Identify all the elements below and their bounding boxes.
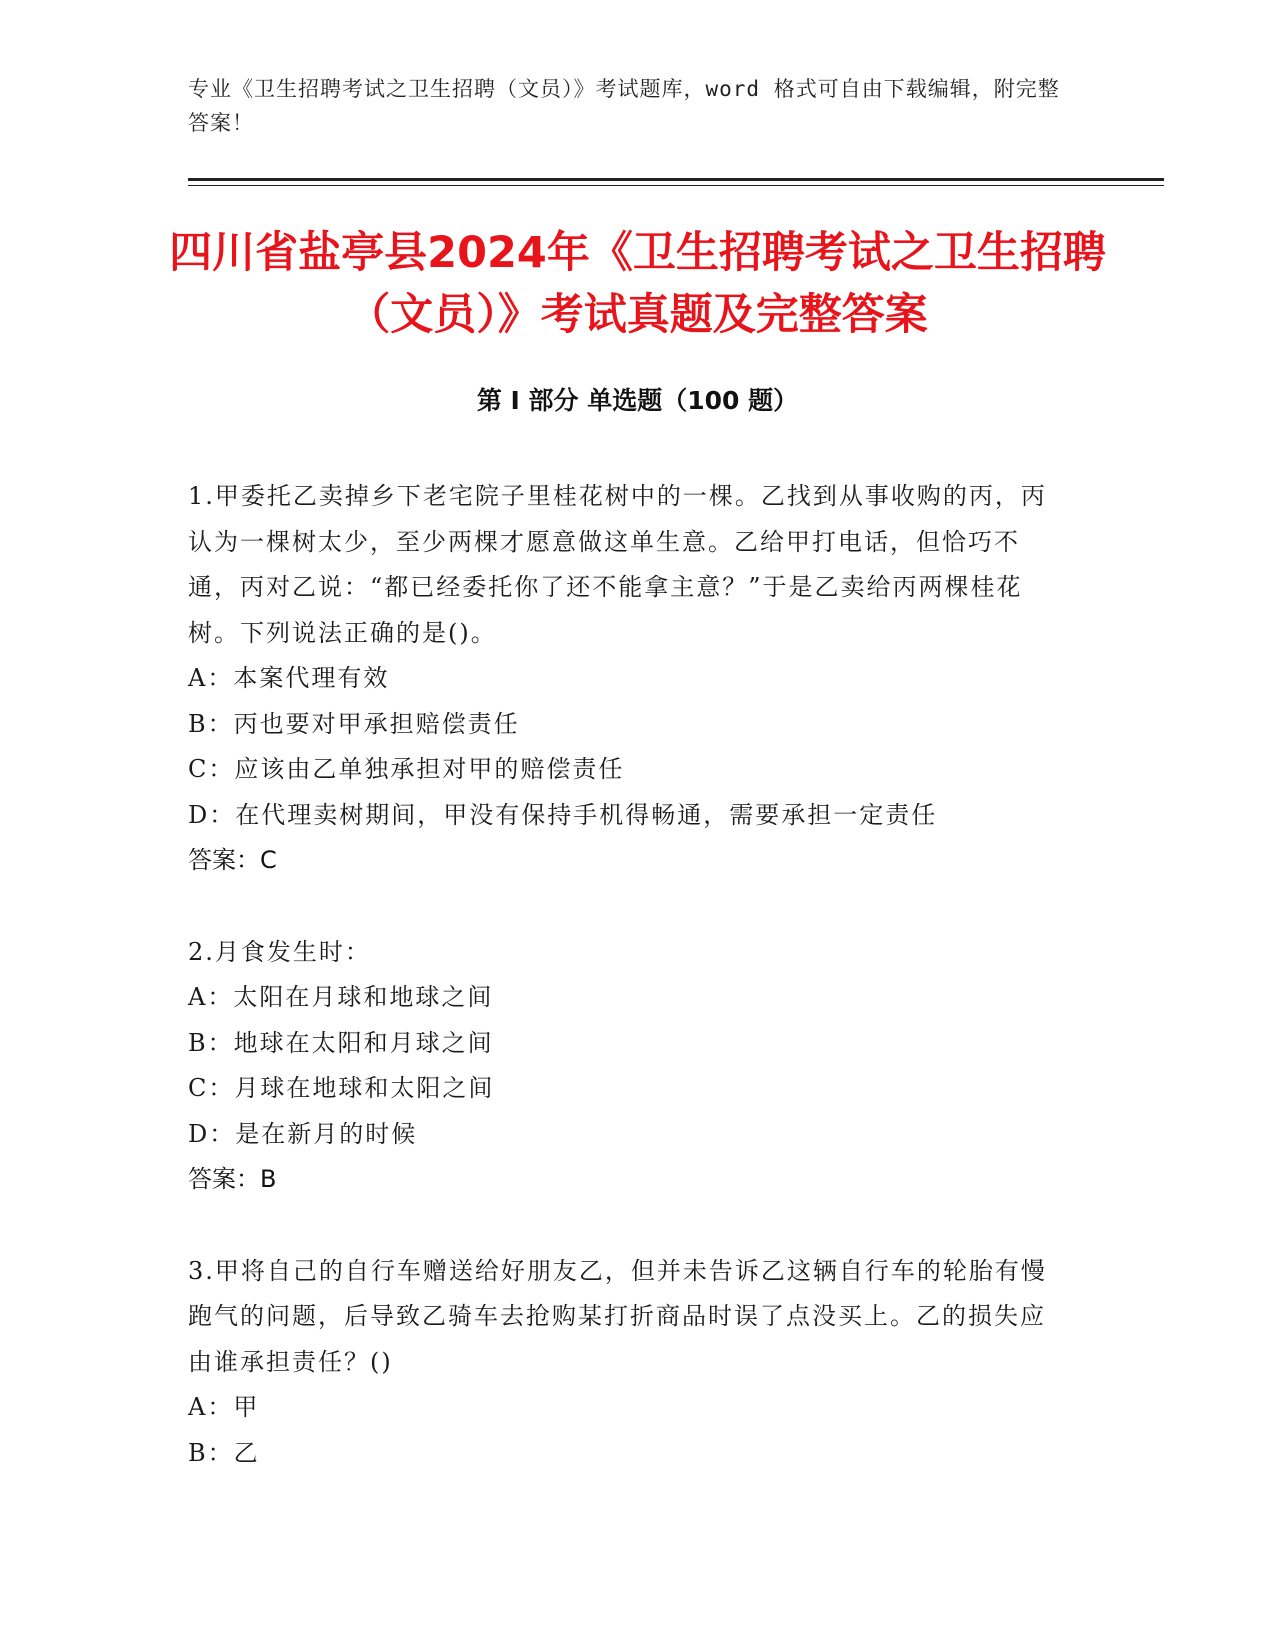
header-divider-thin: [188, 185, 1164, 186]
option-c: C：应该由乙单独承担对甲的赔偿责任: [188, 755, 625, 783]
option-a: A：甲: [188, 1393, 260, 1421]
option-b: B：乙: [188, 1438, 260, 1467]
option-a: A：本案代理有效: [188, 664, 390, 692]
question-3: [188, 1249, 1068, 1477]
answer-line: 答案：C: [188, 846, 277, 874]
option-b: B：地球在太阳和月球之间: [188, 1028, 494, 1057]
header-divider-thick: [188, 178, 1164, 181]
question-stem: 3.甲将自己的自行车赠送给好朋友乙，但并未告诉乙这辆自行车的轮胎有慢跑气的问题，后导致乙骑车去抢购某打折商品时误了点没买上。乙的损失应由谁承担责任？(): [188, 1256, 1047, 1376]
option-a: A：太阳在月球和地球之间: [188, 983, 494, 1011]
question-stem: 1.甲委托乙卖掉乡下老宅院子里桂花树中的一棵。乙找到从事收购的丙，丙认为一棵树太少，至少两棵才愿意做这单生意。乙给甲打电话，但恰巧不通，丙对乙说：“都已经委托你了还不能拿主意？”于是乙卖给丙两棵桂花树。下列说法正确的是()。: [188, 482, 1047, 647]
question-list: [188, 474, 1068, 1522]
document-title: 四川省盐亭县2024年《卫生招聘考试之卫生招聘（文员）》考试真题及完整答案: [169, 228, 1106, 340]
answer-line: 答案：B: [188, 1165, 277, 1193]
question-1: [188, 474, 1068, 884]
option-c: C：月球在地球和太阳之间: [188, 1074, 495, 1102]
option-b: B：丙也要对甲承担赔偿责任: [188, 709, 520, 738]
question-stem: 2.月食发生时：: [188, 937, 371, 966]
option-d: D：是在新月的时候: [188, 1119, 418, 1148]
option-d: D：在代理卖树期间，甲没有保持手机得畅通，需要承担一定责任: [188, 800, 938, 829]
question-2: [188, 930, 1068, 1203]
header-note: 专业《卫生招聘考试之卫生招聘（文员）》考试题库，word 格式可自由下载编辑，附完整答案！: [188, 77, 1060, 135]
section-heading: 第 I 部分 单选题（100 题）: [476, 386, 799, 415]
